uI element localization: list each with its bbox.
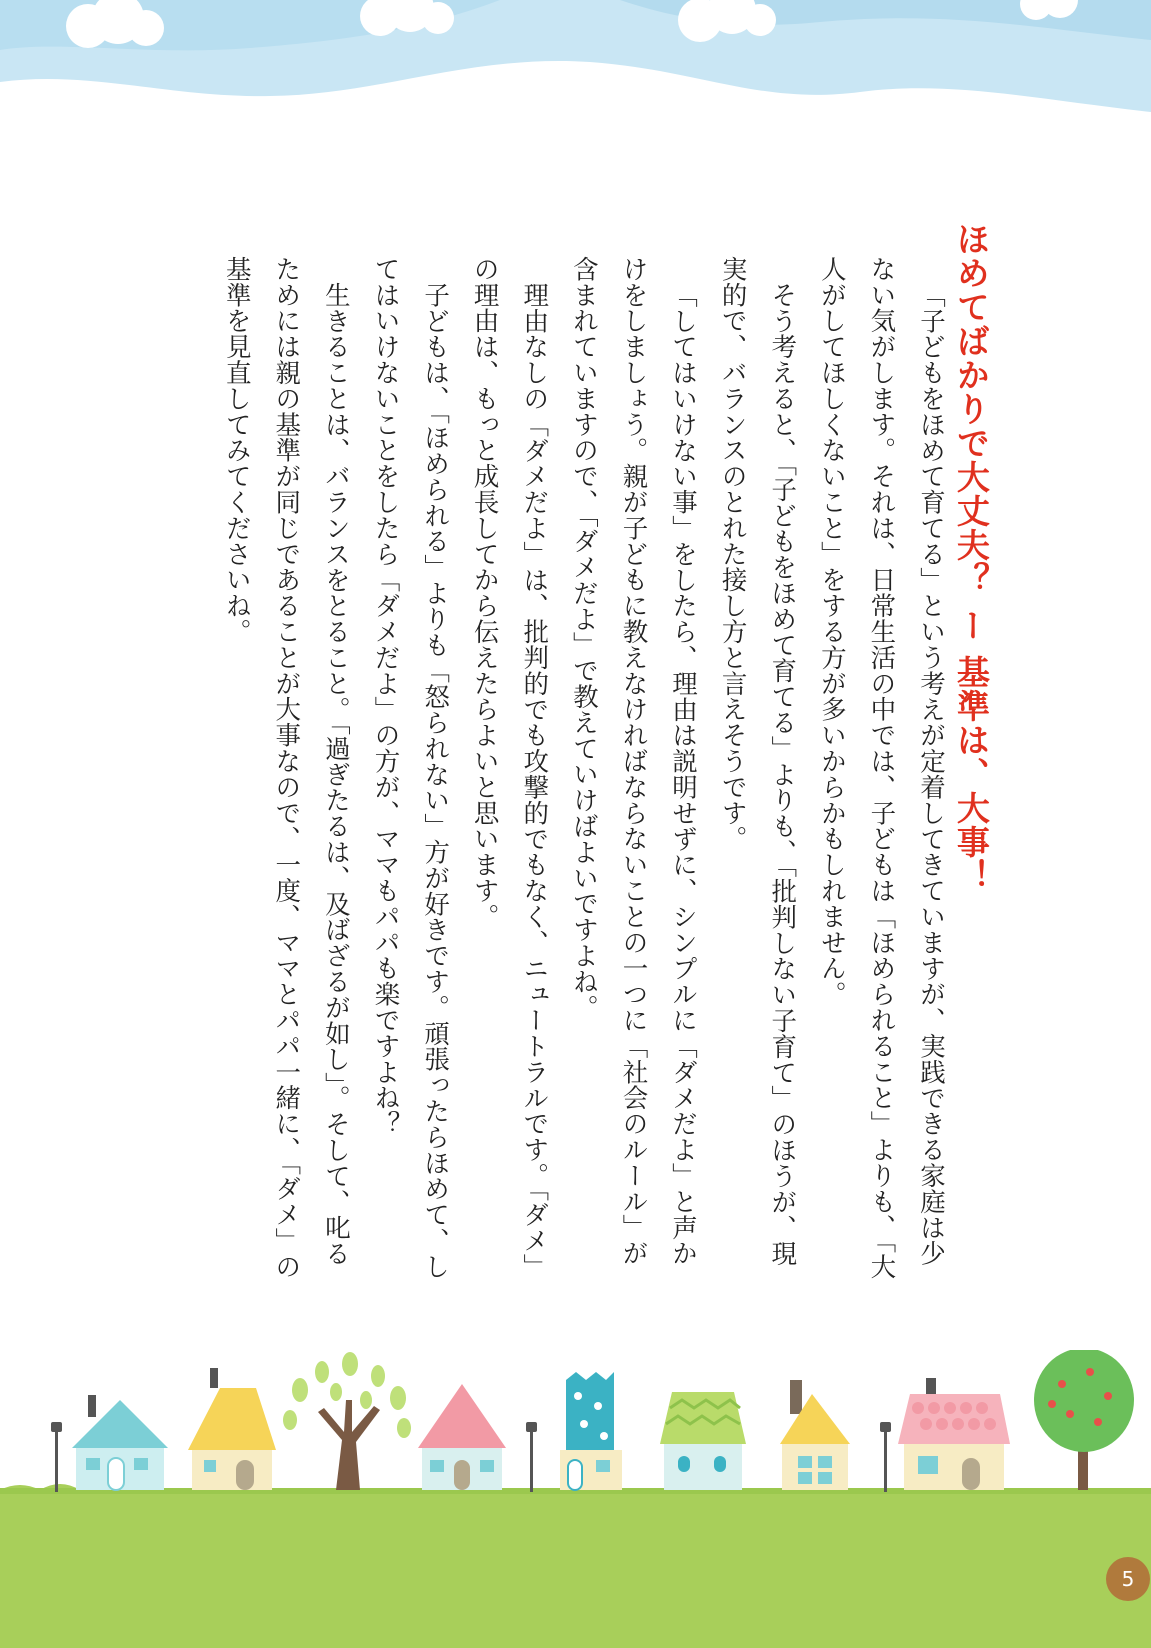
tree-icon bbox=[1034, 1350, 1134, 1490]
paragraph: 理由なしの「ダメだよ」は、批判的でも攻撃的でもなく、ニュートラルです。「ダメ」の理由は、もっと成長してから伝えたらよいと思います。 bbox=[469, 256, 550, 1279]
paragraph: そう考えると、「子どもをほめて育てる」よりも、「批判しない子育て」のほうが、現実的で、バランスのとれた接し方と言えそうです。 bbox=[717, 256, 798, 1267]
article-title: ほめてばかりで大丈夫？ ー 基準は、大事！ bbox=[951, 222, 991, 893]
house-icon bbox=[560, 1372, 622, 1490]
paragraph: 子どもは、「ほめられる」よりも「怒られない」方が好きです。頑張ったらほめて、してはいけないことをしたら「ダメだよ」の方が、ママもパパも楽ですよね？ bbox=[370, 256, 451, 1279]
paragraph: 「子どもをほめて育てる」という考えが定着してきていますが、実践できる家庭は少ない気がします。それは、日常生活の中では、子どもは「ほめられること」よりも、「大人がしてほしくないこと」をする方が多いからかもしれません。 bbox=[816, 256, 946, 1280]
page-number-badge: 5 bbox=[1106, 1557, 1150, 1601]
house-icon bbox=[188, 1368, 276, 1490]
paragraph: 生きることは、バランスをとること。「過ぎたるは、及ばざるが如し」。そして、叱るためには親の基準が同じであることが大事なので、一度、ママとパパ一緒に、「ダメ」の基準を見直してみてくださいね。 bbox=[221, 256, 351, 1280]
house-icon bbox=[72, 1395, 168, 1490]
town-illustration bbox=[0, 1350, 1151, 1648]
house-icon bbox=[418, 1384, 506, 1490]
tree-icon bbox=[283, 1352, 411, 1490]
house-icon bbox=[660, 1392, 746, 1490]
sky-banner bbox=[0, 0, 1151, 150]
paragraph: 「してはいけない事」をしたら、理由は説明せずに、シンプルに「ダメだよ」と声かけをしましょう。親が子どもに教えなければならないことの一つに「社会のルール」が含まれていますので、「ダメだよ」で教えていけばよいですよね。 bbox=[568, 256, 699, 1267]
house-icon bbox=[898, 1378, 1010, 1490]
article-body bbox=[211, 256, 955, 1286]
house-icon bbox=[780, 1380, 850, 1490]
